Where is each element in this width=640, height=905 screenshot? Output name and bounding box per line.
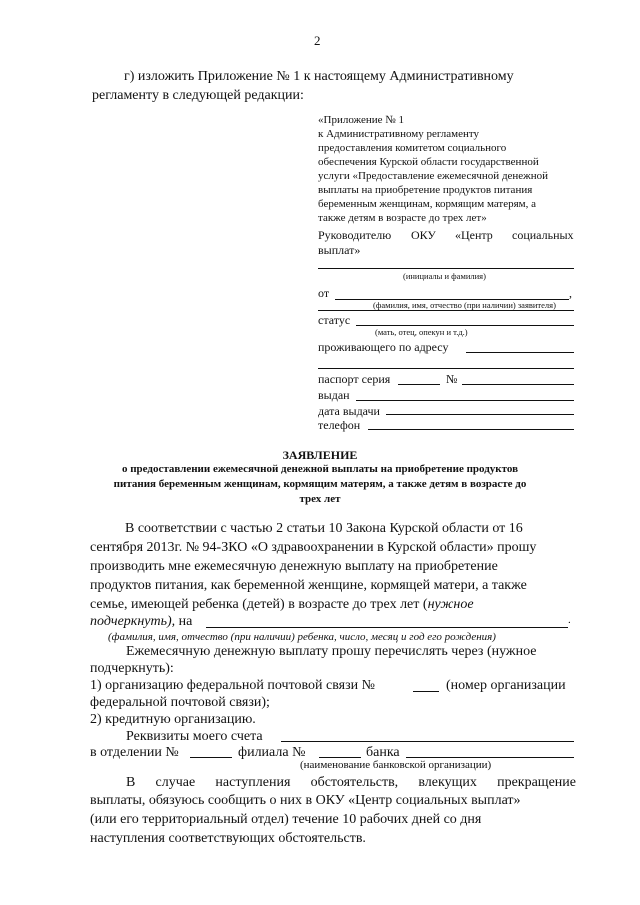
address-label: проживающего по адресу bbox=[318, 340, 449, 354]
passport-series-label: паспорт серия bbox=[318, 372, 391, 386]
option-2-text: 2) кредитную организацию. bbox=[90, 712, 256, 727]
status-caption: (мать, отец, опекун и т.д.) bbox=[375, 327, 468, 337]
body-text-line: наступления соответствующих обстоятельств. bbox=[90, 831, 366, 846]
body-text-line: сентября 2013г. № 94-ЗКО «О здравоохранении в Курской области» прошу bbox=[90, 540, 537, 555]
document-subtitle-line: питания беременным женщинам, кормящим матерям, а также детям в возрасте до bbox=[113, 478, 527, 490]
from-blank-2[interactable] bbox=[318, 310, 574, 311]
address-blank-2[interactable] bbox=[318, 368, 574, 369]
issued-by-blank[interactable] bbox=[356, 400, 574, 401]
option-1-line-2: федеральной почтовой связи); bbox=[90, 695, 270, 710]
from-comma: , bbox=[569, 286, 572, 300]
address-blank[interactable] bbox=[466, 352, 574, 353]
child-details-caption: (фамилия, имя, отчество (при наличии) ребенка, число, месяц и год его рождения) bbox=[108, 631, 496, 643]
body-text-italic: подчеркнуть), bbox=[90, 614, 176, 629]
branch-number-label: в отделении № bbox=[90, 745, 179, 760]
from-caption: (фамилия, имя, отчество (при наличии) заявителя) bbox=[373, 300, 556, 310]
appendix-header-line: предоставления комитетом социального bbox=[318, 142, 507, 154]
intro-line-1: г) изложить Приложение № 1 к настоящему Административному bbox=[124, 69, 514, 84]
body-text-span: семье, имеющей ребенка (детей) в возрасте до трех лет ( bbox=[90, 597, 428, 612]
appendix-header-line: обеспечения Курской области государственной bbox=[318, 156, 539, 168]
body-text-line: выплаты, обязуюсь сообщить о них в ОКУ «Центр социальных выплат» bbox=[90, 793, 521, 808]
document-subtitle-line: трех лет bbox=[299, 493, 341, 505]
appendix-header-line: «Приложение № 1 bbox=[318, 114, 405, 126]
account-details-blank[interactable] bbox=[281, 741, 574, 742]
document-title: ЗАЯВЛЕНИЕ bbox=[282, 448, 358, 462]
status-label: статус bbox=[318, 313, 351, 327]
status-blank[interactable] bbox=[356, 325, 574, 326]
appendix-header-line: услуги «Предоставление ежемесячной денежной bbox=[318, 170, 549, 182]
branch-number-blank[interactable] bbox=[190, 757, 232, 758]
body-text-line: продуктов питания, как беременной женщине, кормящей матери, а также bbox=[90, 578, 527, 593]
intro-line-2: регламенту в следующей редакции: bbox=[92, 88, 304, 103]
addressee-line-2: выплат» bbox=[318, 243, 361, 257]
option-1-text: 1) организацию федеральной почтовой связи № bbox=[90, 678, 375, 693]
addressee-word-center: «Центр bbox=[455, 228, 493, 242]
appendix-header-line: также детям в возрасте до трех лет» bbox=[318, 212, 487, 224]
addressee-word-social: социальных bbox=[512, 228, 574, 242]
initials-caption: (инициалы и фамилия) bbox=[403, 271, 486, 281]
filial-number-blank[interactable] bbox=[319, 757, 361, 758]
body-text-line: производить мне ежемесячную денежную выплату на приобретение bbox=[90, 559, 498, 574]
body-text-span: на bbox=[175, 614, 193, 629]
issue-date-label: дата выдачи bbox=[318, 404, 380, 418]
from-label: от bbox=[318, 286, 330, 300]
phone-label: телефон bbox=[318, 418, 361, 432]
body-text-line bbox=[90, 614, 192, 630]
issue-date-blank[interactable] bbox=[386, 414, 574, 415]
appendix-header-line: выплаты на приобретение продуктов питания bbox=[318, 184, 533, 196]
passport-number-sign: № bbox=[446, 372, 458, 386]
issued-by-label: выдан bbox=[318, 388, 350, 402]
postal-office-number-blank[interactable] bbox=[413, 691, 439, 692]
initials-blank[interactable] bbox=[318, 268, 574, 269]
bank-name-caption: (наименование банковской организации) bbox=[300, 759, 492, 771]
passport-series-blank[interactable] bbox=[398, 384, 440, 385]
passport-number-blank[interactable] bbox=[462, 384, 574, 385]
option-1-text-tail: (номер организации bbox=[446, 678, 566, 693]
bank-name-blank[interactable] bbox=[406, 757, 574, 758]
child-details-blank[interactable] bbox=[206, 627, 568, 628]
addressee-word-oku: ОКУ bbox=[411, 228, 436, 242]
body-text-line: Ежемесячную денежную выплату прошу перечислять через (нужное bbox=[126, 644, 537, 659]
page-number: 2 bbox=[314, 33, 321, 48]
body-text-line: В случае наступления обстоятельств, влекущих прекращение bbox=[126, 775, 576, 790]
appendix-header-line: беременным женщинам, кормящим матерям, а bbox=[318, 198, 537, 210]
body-text-line: подчеркнуть): bbox=[90, 661, 174, 676]
addressee-word-head: Руководителю bbox=[318, 228, 392, 242]
document-subtitle-line: о предоставлении ежемесячной денежной выплаты на приобретение продуктов bbox=[121, 463, 519, 475]
body-text-line: (или его территориальный отдел) течение 10 рабочих дней со дня bbox=[90, 812, 482, 827]
child-details-period: . bbox=[568, 614, 571, 626]
appendix-header-line: к Административному регламенту bbox=[318, 128, 480, 140]
account-details-label: Реквизиты моего счета bbox=[126, 729, 263, 744]
filial-number-label: филиала № bbox=[238, 745, 306, 760]
bank-label: банка bbox=[366, 745, 400, 760]
body-text-line: В соответствии с частью 2 статьи 10 Закона Курской области от 16 bbox=[125, 521, 523, 536]
body-text-line bbox=[90, 597, 474, 613]
phone-blank[interactable] bbox=[368, 429, 574, 430]
body-text-italic: нужное bbox=[427, 597, 474, 612]
